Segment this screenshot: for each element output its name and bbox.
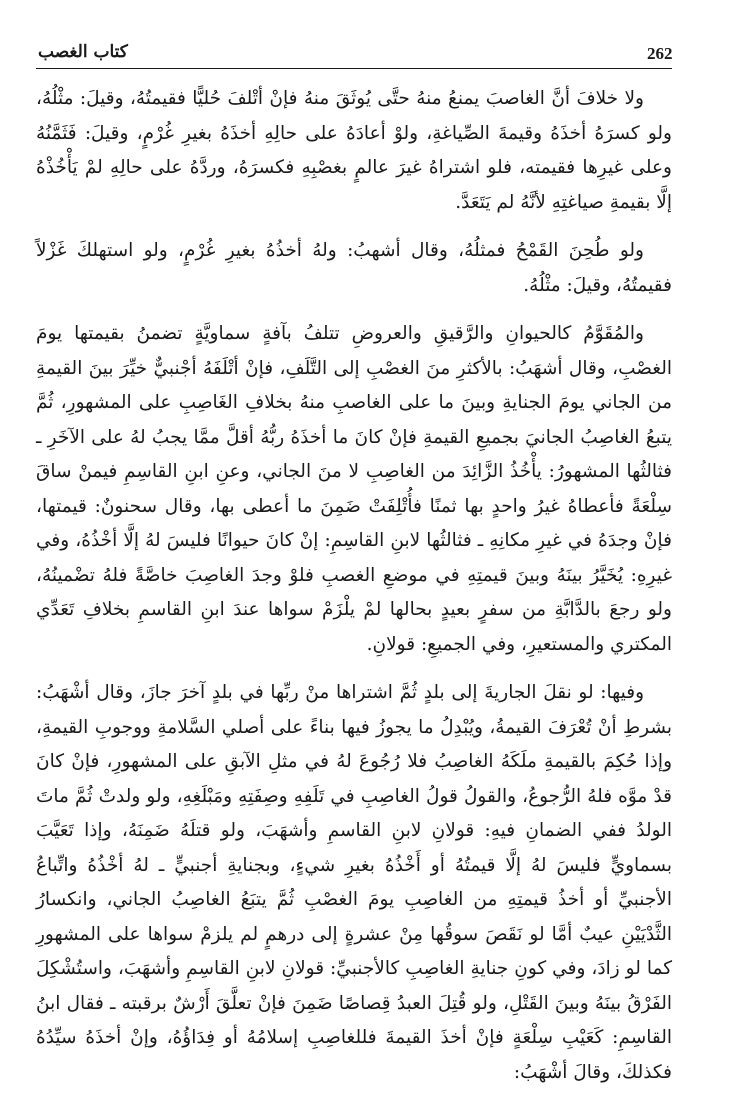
paragraph-3: والمُقَوَّمُ كالحيوانِ والرَّقيقِ والعروضِ تتلفُ بآفةٍ سماويَّةٍ تضمنُ بقيمتها يومَ الغصْبِ، وقال أشهَبُ: بالأكثرِ منَ الغصْبِ إلى التَّلَفِ، فإنْ أتْلَفَهُ أجْنبيٌّ خيِّرَ بينَ القيمةِ من الجاني يومَ الجنايةِ وبينَ ما على الغاصبِ منهُ بخلافِ الغَاصِبِ على المشهورِ، ثُمَّ يتبعُ الغاصِبُ الجانيَ بجميعِ القيمةِ فإنْ كانَ ما أخذَهُ ربُّهُ أقلَّ ممَّا يجبُ لهُ على الآخَرِ ـ فثالثُها المشهورُ: يأْخُذُ الزَّائِدَ من الغاصِبِ لا منَ الجاني، وعنِ ابنِ القاسِمِ فيمنْ ساقَ سِلْعَةً فأعطاهُ غيرُ واحدٍ بها ثمنًا فأُتْلِفَتْ ضَمِنَ ما أعطى بها، وقال سحنونٌ: قيمتها، فإنْ وجدَهُ في غيرِ مكانِهِ ـ فثالثُها لابنِ القاسِمِ: إنْ كانَ حيوانًا فليسَ لهُ إلَّا أخْذُهُ، وفي غيرِهِ: يُخَيَّرُ بينَهُ وبينَ قيمتِهِ في موضعِ الغصبِ فلوْ وجدَ الغاصِبَ خاصَّةً فلهُ تضْمينُهُ، ولو رجعَ بالدَّابَّةِ من سفرٍ بعيدٍ بحالها لمْ يلْزَمْ سواها عندَ ابنِ القاسمِ بخلافِ تَعَدِّي المكتري والمستعيرِ، وفي الجميعِ: قولانِ. (36, 323, 672, 655)
header-divider (36, 68, 672, 69)
page-number: 262 (647, 44, 673, 63)
page-body (36, 82, 672, 1090)
paragraph-2: ولو طُحِنَ القَمْحُ فمثلُهُ، وقال أشهبُ: ولهُ أخذُهُ بغيرِ غُرْمٍ، ولو استهلكَ غَزْلاً فقيمتُهُ، وقيلَ: مثْلُهُ. (36, 240, 672, 296)
paragraph-1: ولا خلافَ أنَّ الغاصبَ يمنعُ منهُ حتَّى يُوثَقَ منهُ فإنْ أتْلفَ حُليًّا فقيمتُهُ، وقيلَ: مثْلُهُ، ولو كسرَهُ أخذَهُ وقيمةَ الصِّياغةِ، ولوْ أعادَهُ على حالِهِ أخذَهُ بغيرِ غُرْمٍ، وقيلَ: فَثَمَّنُهُ وعلى غيرِها فقيمته، فلو اشتراهُ غيرَ عالمٍ بغصْبِهِ فكسرَهُ، وردَّهُ على حالِهِ لمْ يَأْخُذْهُ إلَّا بقيمةِ صياغتِهِ لأنَّهُ لم يَتَعَدَّ. (36, 88, 672, 213)
running-title: كتاب الغصب (38, 42, 128, 62)
paragraph-4: وفيها: لو نقلَ الجاريةَ إلى بلدٍ ثُمَّ اشتراها منْ ربِّها في بلدٍ آخرَ جازَ، وقال أشْهَبُ: بشرطِ أنْ تُعْرَفَ القيمةُ، ويُبْدِلُ ما يجوزُ فيها بناءً على أصلي السَّلامةِ ووجوبِ القيمةِ، وإذا حُكِمَ بالقيمةِ ملَكَهُ الغاصِبُ فلا رُجُوعَ لهُ في مثلِ الآبقِ على المشهورِ، فإنْ كانَ قدْ موَّه فلهُ الرُّجوعُ، والقولُ قولُ الغاصِبِ في تَلَفِهِ وصِفَتِهِ ومَبْلَغِهِ، ولو ولدتْ ثُمَّ ماتَ الولدُ ففي الضمانِ فيهِ: قولانِ لابنِ القاسمِ وأشهَبَ، ولو قتلَهُ ضَمِنَهُ، وإذا تَعَيَّبَ بسماويٍّ فليسَ لهُ إلَّا قيمتُهُ أو أَخْذُهُ بغيرِ شيءٍ، وبجنايةِ أجنبيٍّ ـ لهُ أخْذُهُ واتِّباعُ الأجنبيِّ أو أخذُ قيمتِهِ من الغاصِبِ يومَ الغصْبِ ثُمَّ يتبَعُ الغاصِبُ الجاني، وانكسارُ الثَّدْيَيْنِ عيبٌ أمَّا لو نَقَصَ سوقُها مِنْ عشرةٍ إلى درهمٍ لم يلزمْ سواها على المشهورِ كما لو زادَ، وفي كونِ جنايةِ الغاصِبِ كالأجنبيِّ: قولانِ لابنِ القاسِمِ وأشهَبَ، واستُشْكِلَ الفَرْقُ بينَهُ وبينَ القَتْلِ، ولو قُتِلَ العبدُ قِصاصًا ضَمِنَ فإنْ تعلَّقَ أَرْشٌ برقبته ـ فقال ابنُ القاسِمِ: كَعَيْبِ سِلْعَةٍ فإنْ أخذَ القيمةَ فللغاصِبِ إسلامُهُ أو فِدَاؤُهُ، وإنْ أخذَهُ سيِّدُهُ فكذلكَ، وقالَ أشْهَبُ: (36, 682, 672, 1083)
